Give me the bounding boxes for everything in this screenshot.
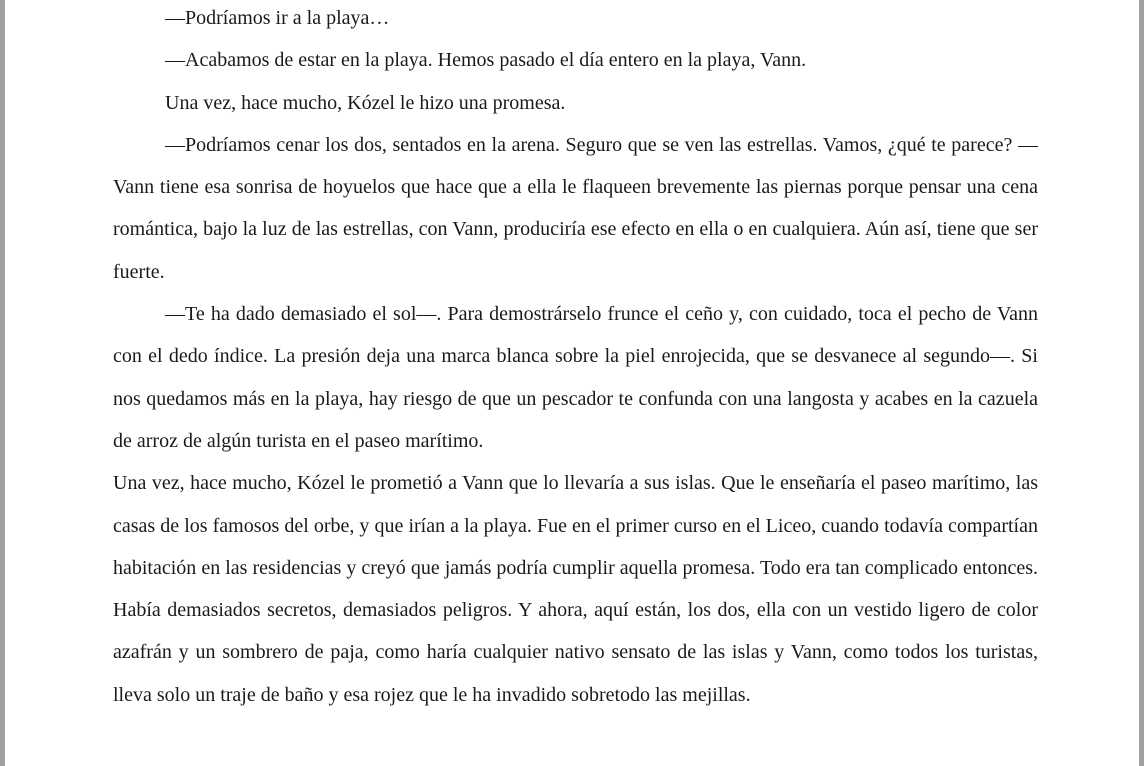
paragraph-1: —Podríamos ir a la playa…	[165, 7, 390, 29]
paragraph-5: —Te ha dado demasiado el sol—. Para demostrárselo frunce el ceño y, con cuidado, toca el pecho de Vann con el dedo índice. La presión deja una marca blanca sobre la piel enrojecida, que se desvanece al segundo—. Si nos quedamos más en la playa, hay riesgo de que un pescador te confunda con una langosta y acabes en la cazuela de arroz de algún turista en el paseo marítimo.	[113, 303, 1038, 452]
paragraph-2: —Acabamos de estar en la playa. Hemos pasado el día entero en la playa, Vann.	[165, 49, 807, 72]
paragraph-3: Una vez, hace mucho, Kózel le hizo una promesa.	[165, 91, 566, 114]
document-page	[5, 0, 1139, 766]
paragraph-4: —Podríamos cenar los dos, sentados en la arena. Seguro que se ven las estrellas. Vamos, ¿qué te parece? —Vann tiene esa sonrisa de hoyuelos que hace que a ella le flaqueen brevemente las piernas porque pensar una cena romántica, bajo la luz de las estrellas, con Vann, produciría ese efecto en ella o en cualquiera. Aún así, tiene que ser fuerte.	[113, 133, 1038, 283]
document-body	[113, 0, 1038, 716]
paragraph-6: Una vez, hace mucho, Kózel le prometió a Vann que lo llevaría a sus islas. Que le enseñaría el paseo marítimo, las casas de los famosos del orbe, y que irían a la playa. Fue en el primer curso en el Liceo, cuando todavía compartían habitación en las residencias y creyó que jamás podría cumplir aquella promesa. Todo era tan complicado entonces. Había demasiados secretos, demasiados peligros. Y ahora, aquí están, los dos, ella con un vestido ligero de color azafrán y un sombrero de paja, como haría cualquier nativo sensato de las islas y Vann, como todos los turistas, lleva solo un traje de baño y esa rojez que le ha invadido sobretodo las mejillas.	[113, 472, 1038, 706]
